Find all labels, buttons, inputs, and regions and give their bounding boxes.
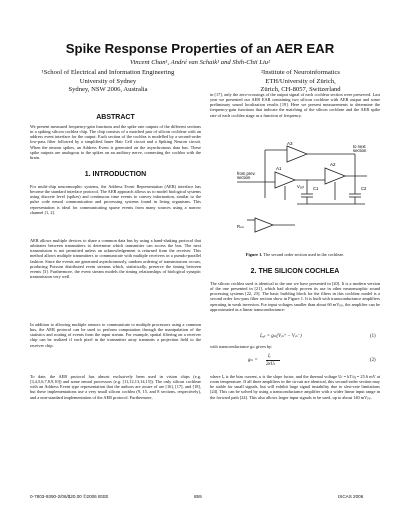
affiliation-line: Sydney, NSW 2006, Australia (68, 86, 148, 94)
equation-1-number: (1) (370, 334, 376, 339)
paper-title: Spike Response Properties of an AER EAR (65, 41, 335, 56)
figure-label-section-next: section (353, 148, 367, 153)
figure-label-a1: A1 (276, 166, 282, 171)
figure-label-from-prev: from prev. (237, 171, 256, 176)
amplifier-a2 (325, 168, 345, 184)
footer-page-number: 859 (194, 494, 202, 499)
second-order-section-figure (235, 138, 375, 250)
affiliation-line: ²Institute of Neuroinformatics (261, 69, 340, 76)
equation-2-number: (2) (370, 358, 376, 363)
section2-paragraph: The silicon cochlea used is identical to the one we have presented in [20]. It is a modern version of the one presented in [21], which had already proven its use in other neuromorphic sound processing systems [22, 23]. The basic building block for the filters in this cochlear model is a second order low-pass filter section show in Figure 1. It is built with transconductance amplifiers operating in weak inversion. For input voltages smaller than about 60 mVₚₚ, the amplifier can be approximated as a linear transconductance: (210, 281, 380, 312)
right-column-paragraph: in [17], only the zero-crossings of the output signal of each cochlear section were preserved. Last year we presented our AER EAR containing two silicon cochleae with AER output and some preliminary sound localization results [19]. Here we present measurements to determine the frequency-gain functions that indicate the matching of the silicon cochleae and the AER spike rate of each cochlea stage as a function of frequency. (210, 92, 380, 118)
introduction-heading: 1. INTRODUCTION (84, 171, 147, 178)
section2-paragraph: where Iₑ is the bias current, κ is the slope factor, and the thermal voltage Uₜ = kT/q = 25.6 mV at room temperature. If all three amplifiers in the circuit are identical, this second-order section may be stable for small signals, but will exhibit large signal instability due to slew-rate limitations [24]. This can be solved by using a transconductance amplifier with a wider linear input range in the forward path [24]. This also allows larger input signals to be used, up to about 140 mVₚₚ. (210, 374, 380, 400)
affiliation-line: ¹School of Electrical and Information Engineering (41, 69, 175, 76)
figure-label-c1: C1 (313, 186, 319, 191)
equation-2-denominator: 2κUₜ (266, 362, 276, 367)
equation-2-lhs: gₘ = (248, 358, 258, 363)
section2-heading: 2. THE SILICON COCHLEA (250, 268, 340, 275)
fraction-bar (266, 360, 280, 361)
affiliation-sydney (18, 69, 198, 95)
figure-label-rsm: Rₛₘ (237, 224, 245, 229)
equation-2-numerator: Iₑ (268, 354, 271, 359)
affiliation-line: University of Sydney (79, 77, 137, 85)
amplifier-a3 (287, 146, 307, 162)
affiliation-line: Zürich, CH-8057, Switzerland (260, 86, 341, 94)
figure-label-vout: Vₒᵤₜ (297, 184, 305, 189)
figure-label-to-next: to next (353, 144, 366, 149)
affiliation-zurich (208, 69, 393, 95)
abstract-text: We present measured frequency-gain functions and the spike rate outputs of the different sections in a spiking silicon cochlea chip. The chip consists of a matched pair of silicon cochleae with an address event interface for the output. Each section of the cochlea is modelled by a second-order low-pass filter followed by a simplified Inner Hair Cell circuit and a Spiking Neuron circuit. When the neuron spikes, an Address Event is generated on the asynchronous data bus. These spike outputs are analogous to the spikes on an auditory nerve, connecting the cochlea with the brain. (30, 124, 201, 160)
figure-label-a3: A3 (287, 141, 293, 146)
author-list: Vincent Chan¹, André van Schaik¹ and Shih-Chii Liu² (129, 59, 271, 66)
introduction-paragraph: For multi-chip neuromorphic systems, the Address Event Representation (AER) interface has become the standard interface protocol. The AER approach allows us to model biological systems using discrete level (spikes) and continuous time events to convey information, similar to the pulse code neural communication and processing systems found in living organisms. This representation is ideal for communicating sparse events from many sources using a narrow channel [1, 2]. (30, 184, 201, 215)
introduction-paragraph: In addition to allowing multiple sensors to communicate to multiple processors using a common bus, the AER protocol can be used to perform computation through the manipulation of the statistics and routing of events from the input stream. For example, spatial filtering on a receiver chip can be realized if each pixel in the transmitter array transmits a projection field to the receiver chip. (30, 322, 201, 348)
figure-label-section: section (237, 175, 251, 180)
footer-copyright: 0-7803-9390-2/06/$20.00 ©2006 IEEE (30, 494, 109, 499)
amplifier-a1 (275, 172, 295, 188)
abstract-heading: ABSTRACT (96, 114, 135, 121)
figure-label-c2: C2 (361, 186, 367, 191)
equation-intro-text: with transconductance gₘ given by: (210, 344, 273, 349)
footer-conference: ISCAS 2006 (338, 494, 364, 499)
figure-label-a2: A2 (330, 162, 336, 167)
affiliation-line: ETH/University of Zürich, (265, 77, 336, 85)
introduction-paragraph: To date, the AER protocol has almost exclusively been used in vision chips (e.g. [3,4,5,6,7,8,9,10]) and some neural processors (e.g. [11,12,13,14,15]). The only silicon cochleae with an Address Event type representation that the authors are aware of are [16], [17], and [18], but these implementations use a very small silicon cochlea (9, 15, and 8 sections, respectively), and a non-standard implementation of the AER protocol. Furthermore, (30, 374, 201, 400)
equation-1: Iₒᵤₜ = gₘ(Vᵢₙ⁺ − Vᵢₙ⁻) (260, 334, 302, 339)
figure-caption: Figure 1. The second order section used in the cochleae. (245, 252, 345, 257)
introduction-paragraph: AER allows multiple devices to share a common data bus by using a hand-shaking protocol that arbitrates between transmitters to determine which transmitter can access the bus. The next transmission is not permitted unless an acknowledgement is returned from the receiver. This method allows multiple transmitters to communicate with multiple receivers in a pseudo-parallel fashion. Since the events are generated asynchronously, random ordering of transmissions occurs, producing Poisson distributed event streams which, statistically, preserve the timing between events [3]. Furthermore, the event stream models the timing relationships of biological synaptic transmission very well. (30, 238, 201, 280)
